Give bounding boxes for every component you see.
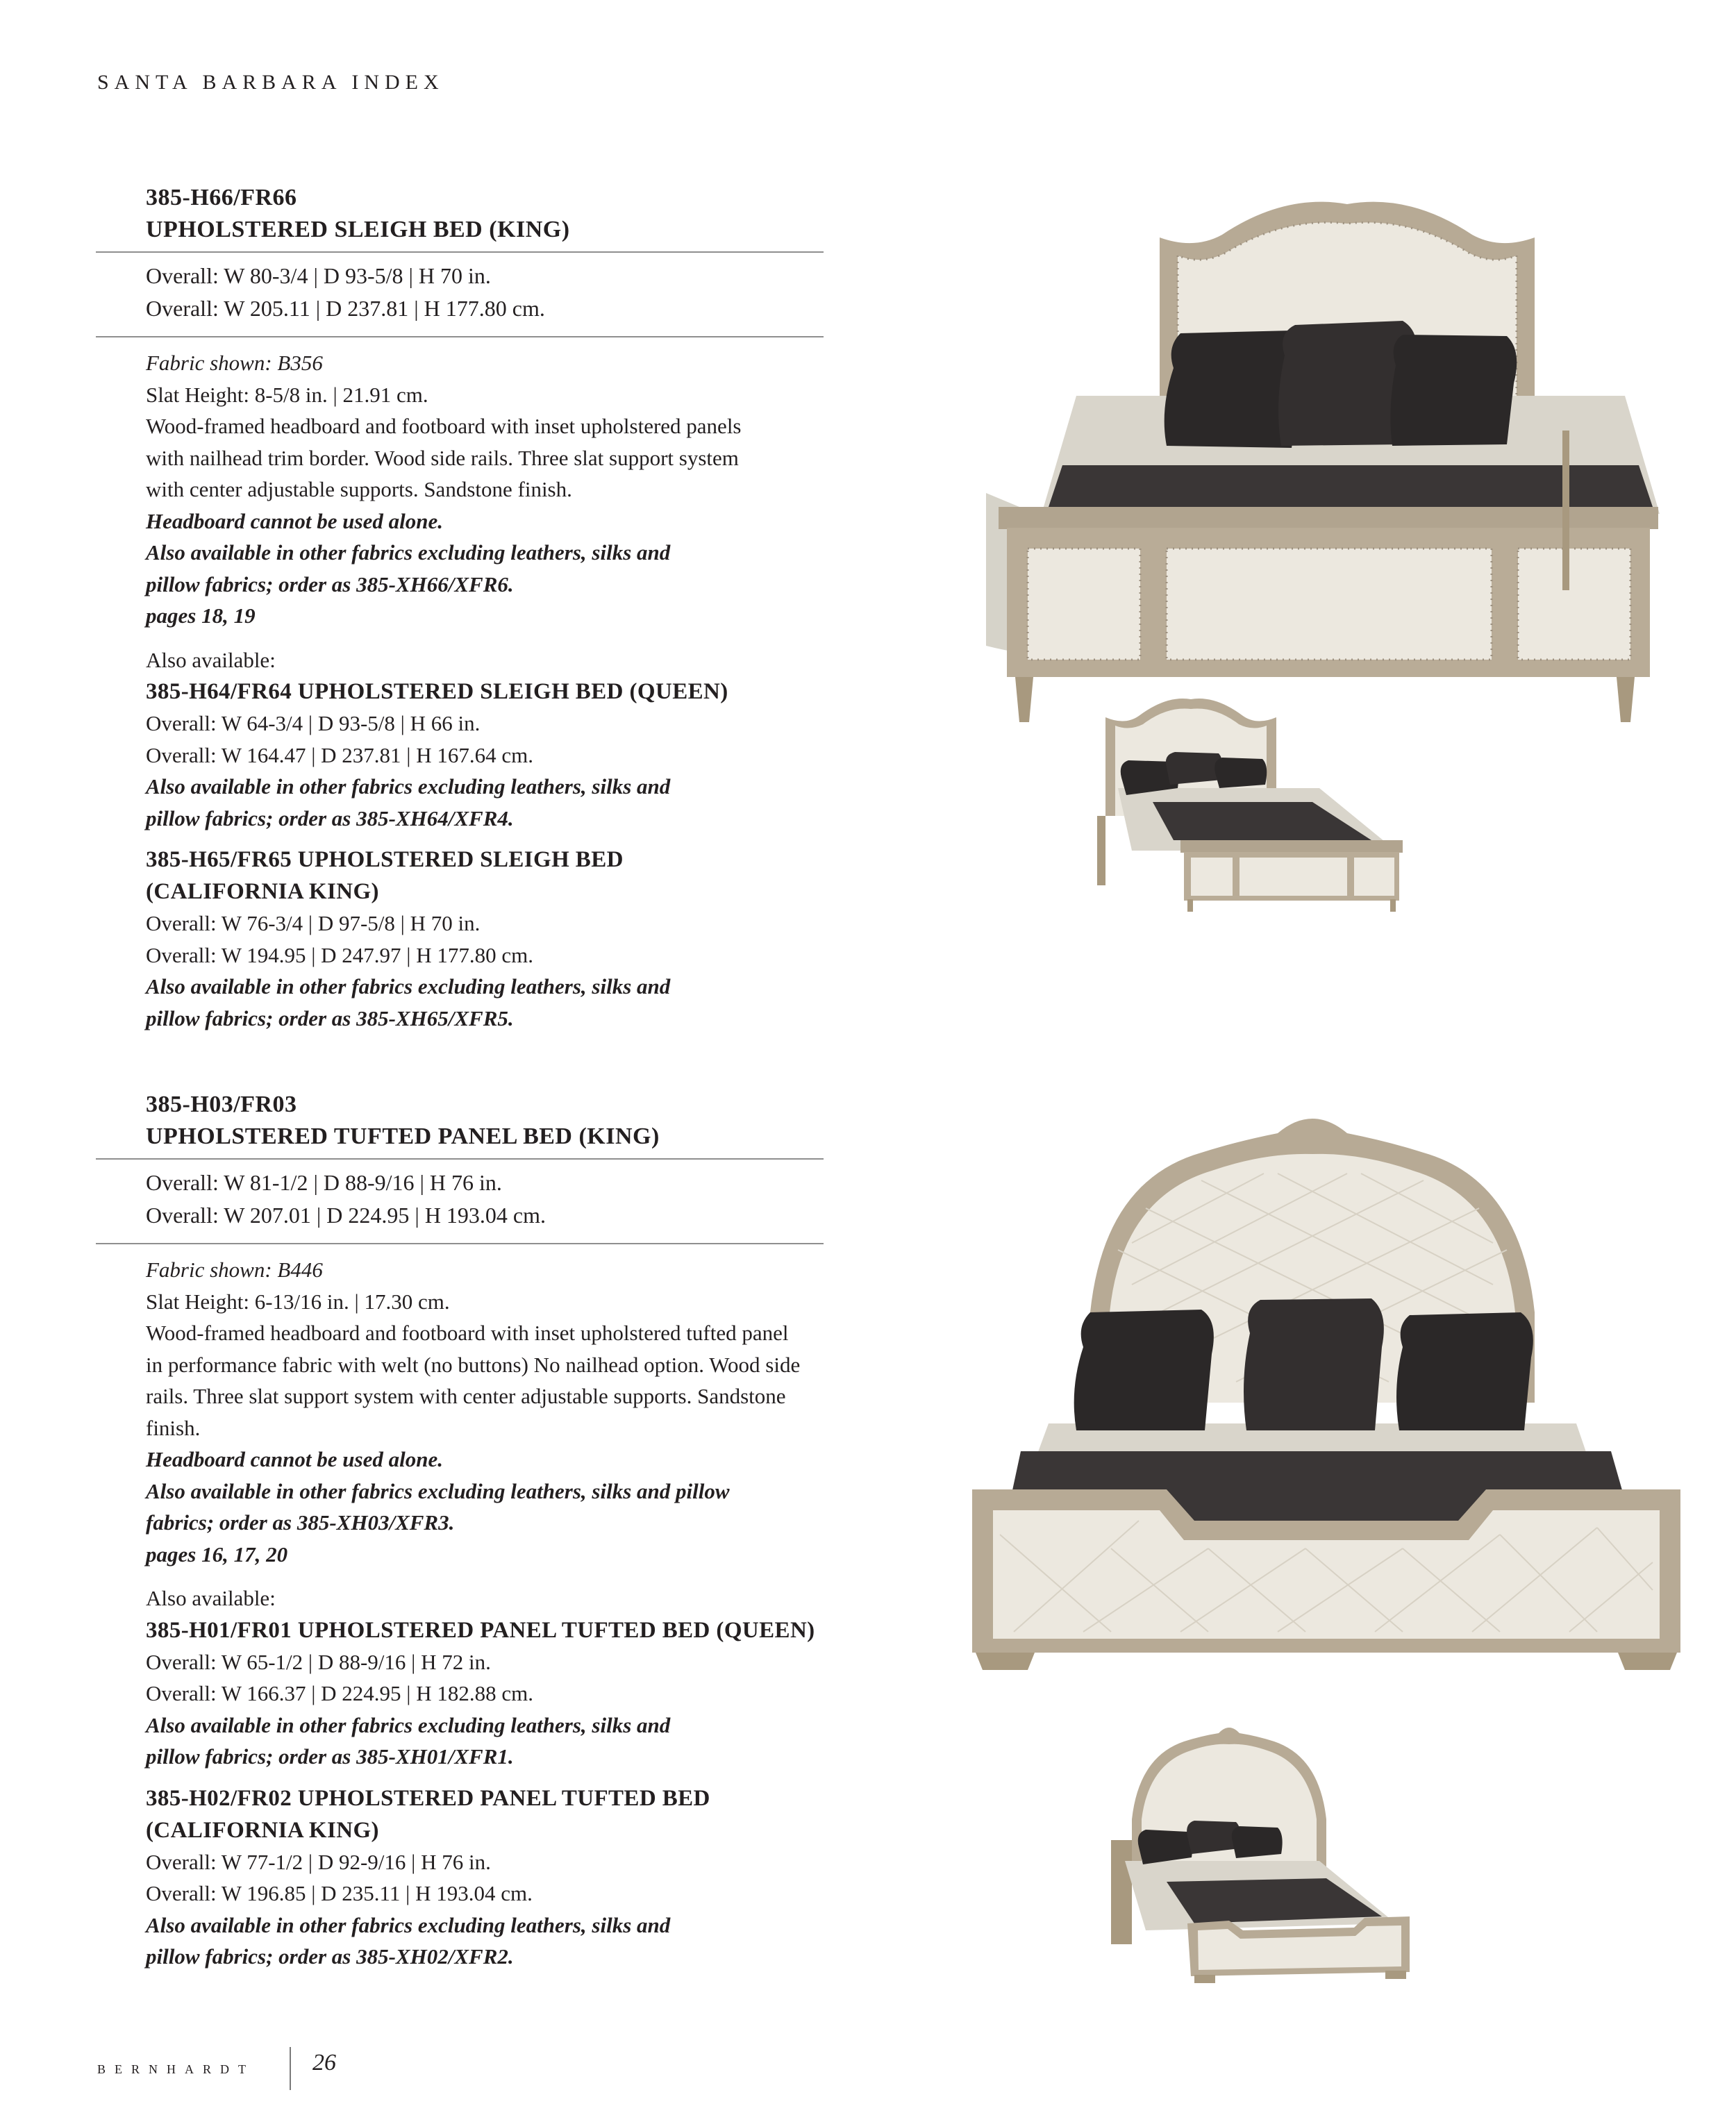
bed-leg — [1015, 677, 1033, 722]
variant-title: (CALIFORNIA KING) — [146, 879, 379, 904]
throw-blanket — [1049, 465, 1653, 507]
fabric-shown: Fabric shown: B356 — [146, 351, 323, 375]
availability-note: fabrics; order as 385-XH03/XFR3. — [146, 1510, 455, 1535]
variant-note: Also available in other fabrics excluding leathers, silks and — [146, 1712, 671, 1737]
bed-post — [1111, 1840, 1132, 1944]
variant-dims-inches: Overall: W 65-1/2 | D 88-9/16 | H 72 in. — [146, 1649, 491, 1674]
also-available-label: Also available: — [146, 647, 276, 672]
description-line: rails. Three slat support system with center adjustable supports. Sandstone — [146, 1384, 786, 1408]
availability-note: pillow fabrics; order as 385-XH66/XFR6. — [146, 571, 514, 596]
variant-dims-cm: Overall: W 166.37 | D 224.95 | H 182.88 cm. — [146, 1681, 534, 1705]
bed-foot — [1618, 1653, 1677, 1670]
pillow — [1396, 1312, 1533, 1430]
tufted-panel-bed-king-image — [972, 1104, 1687, 1673]
product-1-code: 385-H66/FR66 — [146, 185, 297, 210]
page-header: SANTA BARBARA INDEX — [97, 71, 444, 94]
sleigh-bed-queen-image — [1090, 698, 1410, 913]
slat-height: Slat Height: 6-13/16 in. | 17.30 cm. — [146, 1289, 450, 1314]
footboard-panel — [1028, 549, 1140, 660]
divider — [96, 1158, 824, 1160]
footboard-panel — [1518, 549, 1630, 660]
variant-dims-cm: Overall: W 194.95 | D 247.97 | H 177.80 cm. — [146, 942, 534, 967]
availability-note: Also available in other fabrics excluding leathers, silks and — [146, 540, 671, 565]
footboard-top-rail — [999, 507, 1658, 529]
page-references: pages 16, 17, 20 — [146, 1542, 288, 1567]
pillow — [1074, 1310, 1214, 1430]
description-line: Wood-framed headboard and footboard with inset upholstered tufted panel — [146, 1321, 789, 1345]
product-1-details — [146, 347, 910, 1034]
fabric-shown: Fabric shown: B446 — [146, 1258, 323, 1282]
variant-title: 385-H64/FR64 UPHOLSTERED SLEIGH BED (QUEEN) — [146, 679, 728, 704]
dims-inches: Overall: W 81-1/2 | D 88-9/16 | H 76 in. — [146, 1170, 502, 1195]
availability-note: Also available in other fabrics excluding leathers, silks and pillow — [146, 1478, 730, 1503]
footboard-top-rail — [1180, 840, 1403, 853]
variant-note: pillow fabrics; order as 385-XH01/XFR1. — [146, 1744, 514, 1769]
variant-note: pillow fabrics; order as 385-XH02/XFR2. — [146, 1944, 514, 1969]
variant-title: 385-H01/FR01 UPHOLSTERED PANEL TUFTED BED (QUEEN) — [146, 1617, 815, 1643]
bed-leg — [1390, 899, 1396, 912]
pillow — [1232, 1826, 1283, 1858]
divider — [96, 336, 824, 337]
description-line: in performance fabric with welt (no buttons) No nailhead option. Wood side — [146, 1352, 801, 1377]
product-2-name: UPHOLSTERED TUFTED PANEL BED (KING) — [146, 1123, 660, 1149]
product-2-heading — [146, 1089, 910, 1153]
variant-note: Also available in other fabrics excluding leathers, silks and — [146, 974, 671, 999]
bed-post — [1097, 816, 1105, 885]
bed-foot — [976, 1653, 1035, 1670]
variant-title: (CALIFORNIA KING) — [146, 1817, 379, 1843]
variant-note: pillow fabrics; order as 385-XH64/XFR4. — [146, 805, 514, 830]
description-line: with center adjustable supports. Sandstone finish. — [146, 477, 572, 501]
bed-post — [1562, 431, 1569, 590]
also-available-label: Also available: — [146, 1586, 276, 1610]
variant-note: pillow fabrics; order as 385-XH65/XFR5. — [146, 1005, 514, 1030]
footer-divider — [290, 2047, 291, 2090]
tufted-panel-bed-queen-image — [1090, 1722, 1417, 1986]
variant-dims-inches: Overall: W 64-3/4 | D 93-5/8 | H 66 in. — [146, 711, 481, 735]
variant-title: 385-H02/FR02 UPHOLSTERED PANEL TUFTED BED — [146, 1785, 710, 1811]
product-2-details — [146, 1254, 910, 1973]
brand-logo: BERNHARDT — [97, 2062, 256, 2076]
divider — [96, 1243, 824, 1244]
footboard-panel — [1240, 858, 1347, 896]
product-1-name: UPHOLSTERED SLEIGH BED (KING) — [146, 217, 570, 242]
variant-dims-inches: Overall: W 77-1/2 | D 92-9/16 | H 76 in. — [146, 1849, 491, 1874]
product-1-dimensions — [146, 260, 910, 325]
description-line: finish. — [146, 1415, 201, 1440]
variant-dims-cm: Overall: W 164.47 | D 237.81 | H 167.64 cm. — [146, 742, 534, 767]
footboard-panel — [1167, 549, 1492, 660]
headboard-note: Headboard cannot be used alone. — [146, 508, 443, 533]
variant-note: Also available in other fabrics excluding leathers, silks and — [146, 774, 671, 799]
bed-foot — [1194, 1975, 1215, 1983]
footboard-panel — [1354, 858, 1394, 896]
page-references: pages 18, 19 — [146, 603, 256, 628]
dims-cm: Overall: W 207.01 | D 224.95 | H 193.04 cm. — [146, 1203, 546, 1228]
divider — [96, 251, 824, 253]
throw-blanket — [1167, 1878, 1382, 1923]
sleigh-bed-king-image — [958, 201, 1694, 729]
variant-note: Also available in other fabrics excluding leathers, silks and — [146, 1912, 671, 1937]
product-2-dimensions — [146, 1167, 910, 1232]
product-2-code: 385-H03/FR03 — [146, 1092, 297, 1117]
bed-foot — [1385, 1971, 1406, 1979]
variant-dims-cm: Overall: W 196.85 | D 235.11 | H 193.04 cm. — [146, 1881, 533, 1905]
variant-title: 385-H65/FR65 UPHOLSTERED SLEIGH BED — [146, 847, 624, 872]
dims-cm: Overall: W 205.11 | D 237.81 | H 177.80 cm. — [146, 296, 545, 321]
pillow — [1390, 335, 1517, 446]
pillow — [1215, 758, 1267, 788]
page-number: 26 — [312, 2050, 336, 2075]
description-line: Wood-framed headboard and footboard with inset upholstered panels — [146, 414, 742, 438]
slat-height: Slat Height: 8-5/8 in. | 21.91 cm. — [146, 382, 428, 407]
bed-leg — [1187, 899, 1193, 912]
headboard-note: Headboard cannot be used alone. — [146, 1447, 443, 1471]
pillow — [1244, 1298, 1384, 1430]
pillow — [1166, 752, 1223, 785]
description-line: with nailhead trim border. Wood side rails. Three slat support system — [146, 445, 739, 470]
variant-dims-inches: Overall: W 76-3/4 | D 97-5/8 | H 70 in. — [146, 911, 481, 935]
product-1-heading — [146, 182, 910, 246]
footboard-panel — [1191, 858, 1233, 896]
bed-leg — [1617, 677, 1635, 722]
dims-inches: Overall: W 80-3/4 | D 93-5/8 | H 70 in. — [146, 263, 491, 288]
